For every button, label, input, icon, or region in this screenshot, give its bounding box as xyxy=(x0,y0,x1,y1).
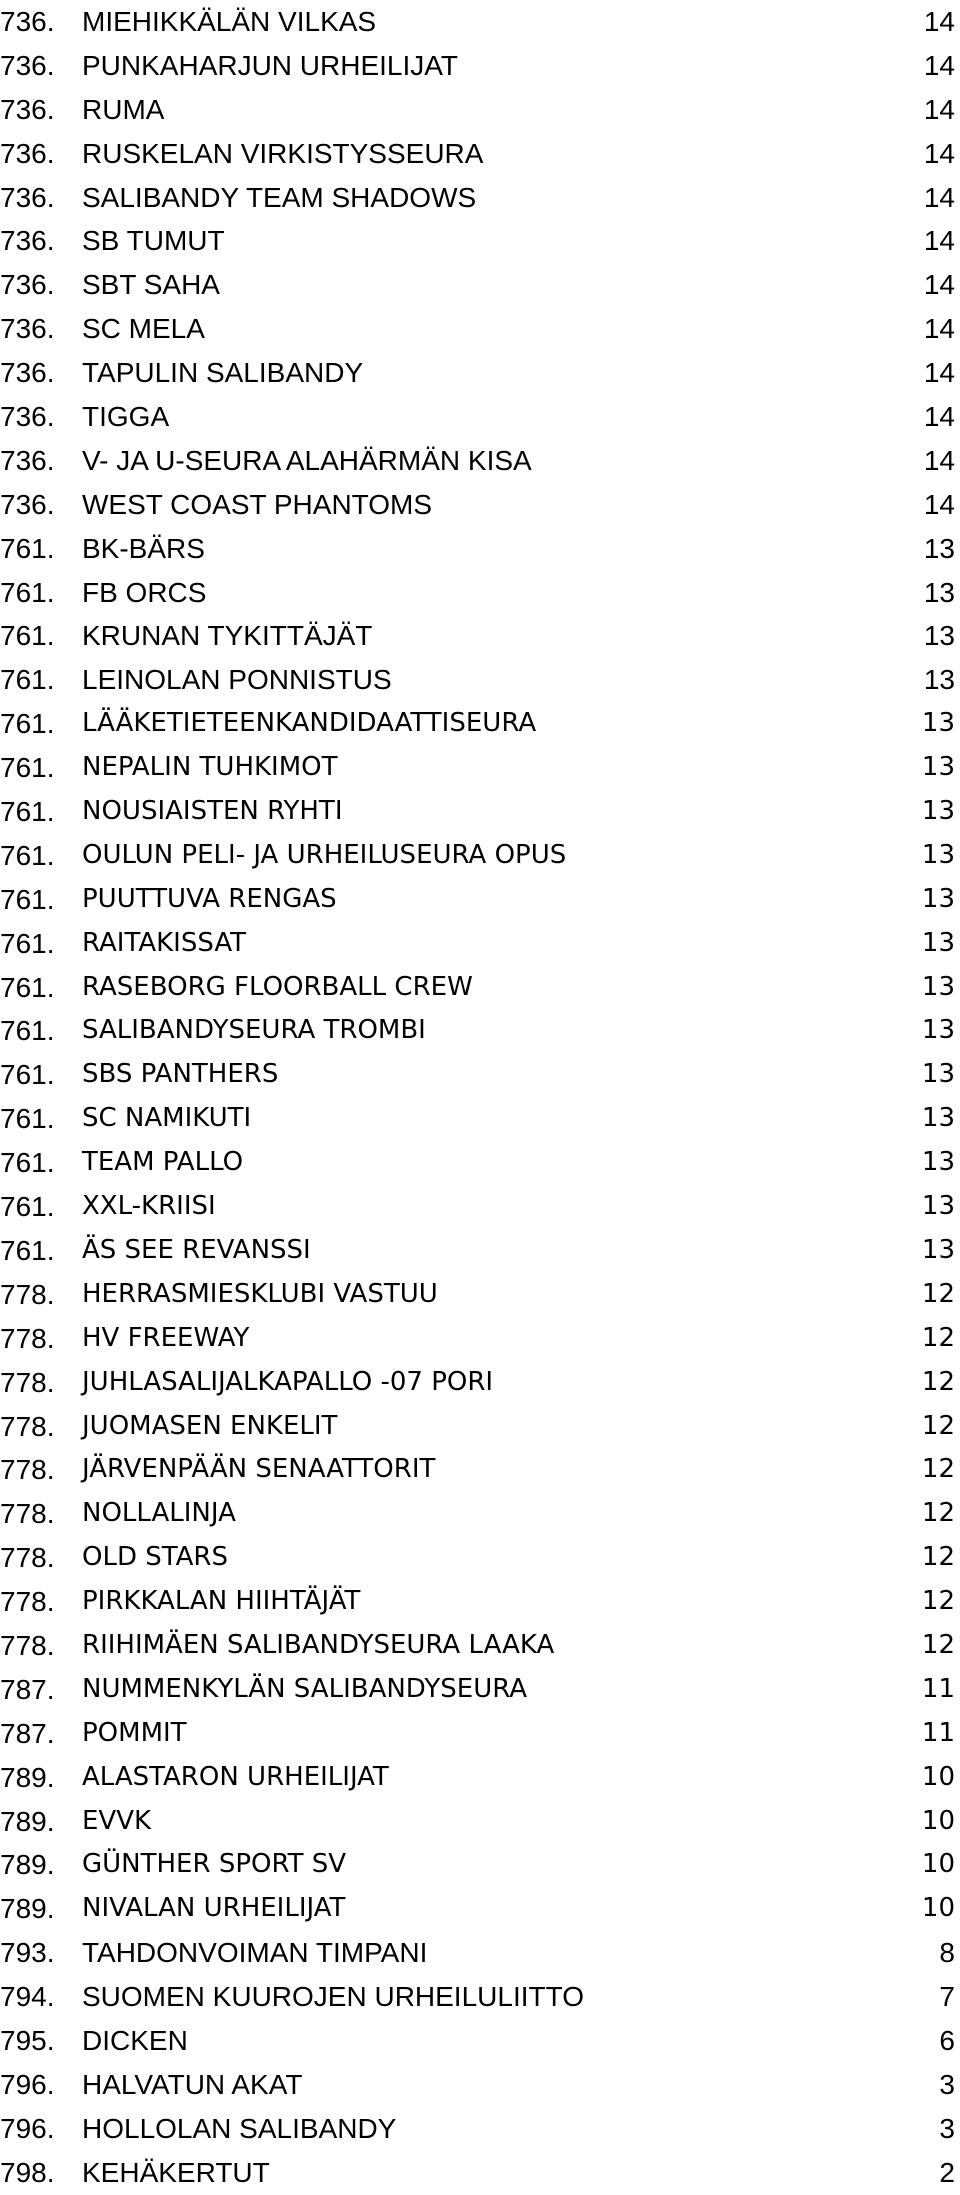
team-name-cell: EVVK xyxy=(82,1805,152,1836)
rank-cell: 789. xyxy=(0,1761,55,1793)
points-cell: 13 xyxy=(921,1015,955,1046)
rank-cell: 787. xyxy=(0,1673,55,1705)
table-row xyxy=(0,1975,960,2019)
team-name-cell: NUMMENKYLÄN SALIBANDYSEURA xyxy=(82,1673,528,1704)
team-name-cell: LÄÄKETIETEENKANDIDAATTISEURA xyxy=(82,708,537,739)
team-name-cell: PUUTTUVA RENGAS xyxy=(82,883,337,914)
team-name-cell: HV FREEWAY xyxy=(82,1322,250,1353)
team-name-cell: TAHDONVOIMAN TIMPANI xyxy=(82,1937,428,1969)
table-row xyxy=(0,395,960,439)
table-row xyxy=(0,922,960,966)
team-name-cell: XXL-KRIISI xyxy=(82,1191,216,1222)
table-row xyxy=(0,1185,960,1229)
points-cell: 2 xyxy=(939,2156,955,2188)
rank-cell: 736. xyxy=(0,225,55,257)
team-name-cell: JUHLASALIJALKAPALLO -07 PORI xyxy=(82,1366,494,1397)
team-name-cell: NOLLALINJA xyxy=(82,1498,236,1529)
table-row xyxy=(0,746,960,790)
team-name-cell: JÄRVENPÄÄN SENAATTORIT xyxy=(82,1454,436,1485)
team-name-cell: RUSKELAN VIRKISTYSSEURA xyxy=(82,137,484,169)
points-cell: 13 xyxy=(921,708,955,739)
rank-cell: 761. xyxy=(0,620,55,652)
team-name-cell: MIEHIKKÄLÄN VILKAS xyxy=(82,6,377,37)
rank-cell: 778. xyxy=(0,1322,55,1354)
rank-cell: 794. xyxy=(0,1981,55,2013)
table-row xyxy=(0,351,960,395)
table-row xyxy=(0,44,960,88)
team-name-cell: HERRASMIESKLUBI VASTUU xyxy=(82,1278,438,1309)
team-name-cell: SBS PANTHERS xyxy=(82,1059,279,1090)
points-cell: 14 xyxy=(923,49,955,81)
team-name-cell: HALVATUN AKAT xyxy=(82,2068,303,2100)
team-name-cell: TEAM PALLO xyxy=(82,1147,244,1178)
points-cell: 8 xyxy=(939,1937,955,1969)
points-cell: 13 xyxy=(921,839,955,870)
rank-cell: 761. xyxy=(0,1191,55,1223)
team-name-cell: ÄS SEE REVANSSI xyxy=(82,1234,311,1265)
team-name-cell: GÜNTHER SPORT SV xyxy=(82,1849,347,1880)
team-name-cell: RAITAKISSAT xyxy=(82,927,246,958)
points-cell: 13 xyxy=(923,664,955,696)
team-name-cell: OULUN PELI- JA URHEILUSEURA OPUS xyxy=(82,839,567,870)
team-name-cell: ALASTARON URHEILIJAT xyxy=(82,1761,389,1792)
team-name-cell: POMMIT xyxy=(82,1717,187,1748)
points-cell: 13 xyxy=(921,1103,955,1134)
rank-cell: 736. xyxy=(0,444,55,476)
rank-cell: 778. xyxy=(0,1542,55,1574)
points-cell: 14 xyxy=(923,444,955,476)
team-name-cell: SC NAMIKUTI xyxy=(82,1103,252,1134)
points-cell: 12 xyxy=(921,1586,955,1617)
points-cell: 3 xyxy=(939,2068,955,2100)
table-row xyxy=(0,1668,960,1712)
team-name-cell: SUOMEN KUUROJEN URHEILULIITTO xyxy=(82,1981,584,2013)
table-row xyxy=(0,1931,960,1975)
rank-cell: 778. xyxy=(0,1629,55,1661)
table-row xyxy=(0,219,960,263)
table-row xyxy=(0,614,960,658)
points-cell: 14 xyxy=(923,313,955,345)
team-name-cell: BK-BÄRS xyxy=(82,532,205,564)
team-name-cell: PIRKKALAN HIIHTÄJÄT xyxy=(82,1586,361,1617)
team-name-cell: NOUSIAISTEN RYHTI xyxy=(82,796,343,827)
table-row xyxy=(0,1887,960,1931)
rank-cell: 761. xyxy=(0,1147,55,1179)
team-name-cell: SALIBANDY TEAM SHADOWS xyxy=(82,181,477,213)
table-row xyxy=(0,966,960,1010)
team-name-cell: HOLLOLAN SALIBANDY xyxy=(82,2112,397,2144)
rank-cell: 761. xyxy=(0,971,55,1003)
rank-cell: 736. xyxy=(0,401,55,433)
rank-cell: 736. xyxy=(0,181,55,213)
table-row xyxy=(0,1229,960,1273)
team-name-cell: RIIHIMÄEN SALIBANDYSEURA LAAKA xyxy=(82,1629,555,1660)
rank-cell: 795. xyxy=(0,2024,55,2056)
team-name-cell: RUMA xyxy=(82,93,165,125)
rank-cell: 789. xyxy=(0,1893,55,1925)
points-cell: 14 xyxy=(923,137,955,169)
points-cell: 13 xyxy=(921,883,955,914)
table-row xyxy=(0,1009,960,1053)
table-row xyxy=(0,483,960,527)
team-name-cell: V- JA U-SEURA ALAHÄRMÄN KISA xyxy=(82,444,532,476)
table-row xyxy=(0,658,960,702)
points-cell: 3 xyxy=(939,2112,955,2144)
table-row xyxy=(0,1141,960,1185)
points-cell: 14 xyxy=(923,6,955,37)
team-name-cell: SBT SAHA xyxy=(82,269,220,301)
table-row xyxy=(0,1843,960,1887)
rank-cell: 761. xyxy=(0,883,55,915)
rank-cell: 796. xyxy=(0,2068,55,2100)
points-cell: 6 xyxy=(939,2024,955,2056)
team-name-cell: SB TUMUT xyxy=(82,225,225,257)
team-name-cell: DICKEN xyxy=(82,2024,188,2056)
rank-cell: 761. xyxy=(0,1015,55,1047)
rank-cell: 761. xyxy=(0,576,55,608)
table-row xyxy=(0,1756,960,1800)
rank-cell: 736. xyxy=(0,6,55,37)
table-row xyxy=(0,1097,960,1141)
rank-cell: 778. xyxy=(0,1410,55,1442)
team-name-cell: SALIBANDYSEURA TROMBI xyxy=(82,1015,426,1046)
points-cell: 14 xyxy=(923,401,955,433)
table-row xyxy=(0,176,960,220)
rank-cell: 736. xyxy=(0,313,55,345)
rank-cell: 778. xyxy=(0,1586,55,1618)
points-cell: 13 xyxy=(921,752,955,783)
points-cell: 11 xyxy=(921,1717,955,1748)
points-cell: 13 xyxy=(921,1059,955,1090)
table-row xyxy=(0,1053,960,1097)
rank-cell: 761. xyxy=(0,708,55,740)
team-name-cell: TIGGA xyxy=(82,401,170,433)
points-cell: 12 xyxy=(921,1366,955,1397)
rank-cell: 761. xyxy=(0,752,55,784)
points-cell: 12 xyxy=(921,1410,955,1441)
points-cell: 14 xyxy=(923,488,955,520)
points-cell: 12 xyxy=(921,1278,955,1309)
points-cell: 14 xyxy=(923,357,955,389)
table-row xyxy=(0,1624,960,1668)
points-cell: 13 xyxy=(921,796,955,827)
team-name-cell: NIVALAN URHEILIJAT xyxy=(82,1893,346,1924)
rank-cell: 761. xyxy=(0,839,55,871)
rank-cell: 761. xyxy=(0,1234,55,1266)
rank-cell: 789. xyxy=(0,1805,55,1837)
rank-cell: 736. xyxy=(0,269,55,301)
points-cell: 14 xyxy=(923,269,955,301)
rank-cell: 761. xyxy=(0,927,55,959)
table-row xyxy=(0,1492,960,1536)
points-cell: 13 xyxy=(923,532,955,564)
table-row xyxy=(0,2063,960,2107)
table-row xyxy=(0,878,960,922)
rank-cell: 778. xyxy=(0,1278,55,1310)
points-cell: 13 xyxy=(921,1234,955,1265)
table-row xyxy=(0,132,960,176)
team-name-cell: JUOMASEN ENKELIT xyxy=(82,1410,338,1441)
table-row xyxy=(0,2019,960,2063)
rank-cell: 761. xyxy=(0,796,55,828)
table-row xyxy=(0,702,960,746)
rank-cell: 736. xyxy=(0,93,55,125)
points-cell: 10 xyxy=(921,1805,955,1836)
team-name-cell: TAPULIN SALIBANDY xyxy=(82,357,364,389)
rank-cell: 793. xyxy=(0,1937,55,1969)
rank-cell: 736. xyxy=(0,137,55,169)
rank-cell: 778. xyxy=(0,1454,55,1486)
rank-cell: 761. xyxy=(0,532,55,564)
rank-cell: 789. xyxy=(0,1849,55,1881)
table-row xyxy=(0,1448,960,1492)
points-cell: 12 xyxy=(921,1629,955,1660)
table-row xyxy=(0,1361,960,1405)
team-name-cell: RASEBORG FLOORBALL CREW xyxy=(82,971,473,1002)
table-row xyxy=(0,1800,960,1844)
table-row xyxy=(0,1580,960,1624)
team-name-cell: FB ORCS xyxy=(82,576,207,608)
points-cell: 13 xyxy=(921,1147,955,1178)
points-cell: 12 xyxy=(921,1322,955,1353)
table-row xyxy=(0,307,960,351)
rank-cell: 778. xyxy=(0,1498,55,1530)
points-cell: 7 xyxy=(939,1981,955,2013)
points-cell: 10 xyxy=(921,1893,955,1924)
table-row xyxy=(0,1317,960,1361)
rank-cell: 761. xyxy=(0,1103,55,1135)
table-row xyxy=(0,834,960,878)
table-row xyxy=(0,263,960,307)
rank-cell: 787. xyxy=(0,1717,55,1749)
table-row xyxy=(0,1273,960,1317)
team-name-cell: SC MELA xyxy=(82,313,205,345)
table-row xyxy=(0,2107,960,2151)
points-cell: 13 xyxy=(921,971,955,1002)
team-name-cell: KRUNAN TYKITTÄJÄT xyxy=(82,620,373,652)
points-cell: 12 xyxy=(921,1542,955,1573)
table-row xyxy=(0,790,960,834)
table-row xyxy=(0,88,960,132)
points-cell: 12 xyxy=(921,1454,955,1485)
points-cell: 10 xyxy=(921,1849,955,1880)
team-name-cell: OLD STARS xyxy=(82,1542,228,1573)
points-cell: 13 xyxy=(923,620,955,652)
points-cell: 10 xyxy=(921,1761,955,1792)
points-cell: 12 xyxy=(921,1498,955,1529)
points-cell: 13 xyxy=(923,576,955,608)
table-row xyxy=(0,527,960,571)
team-name-cell: KEHÄKERTUT xyxy=(82,2156,270,2188)
table-row xyxy=(0,1405,960,1449)
rank-cell: 796. xyxy=(0,2112,55,2144)
points-cell: 11 xyxy=(921,1673,955,1704)
rank-cell: 736. xyxy=(0,49,55,81)
table-row xyxy=(0,571,960,615)
rank-cell: 798. xyxy=(0,2156,55,2188)
points-cell: 14 xyxy=(923,93,955,125)
points-cell: 13 xyxy=(921,1191,955,1222)
table-row xyxy=(0,439,960,483)
table-row xyxy=(0,1712,960,1756)
rank-cell: 736. xyxy=(0,488,55,520)
table-row xyxy=(0,0,960,44)
table-row xyxy=(0,1536,960,1580)
rank-cell: 761. xyxy=(0,664,55,696)
points-cell: 14 xyxy=(923,225,955,257)
team-name-cell: WEST COAST PHANTOMS xyxy=(82,488,433,520)
team-name-cell: LEINOLAN PONNISTUS xyxy=(82,664,392,696)
team-name-cell: PUNKAHARJUN URHEILIJAT xyxy=(82,49,458,81)
points-cell: 13 xyxy=(921,927,955,958)
rank-cell: 778. xyxy=(0,1366,55,1398)
rank-cell: 736. xyxy=(0,357,55,389)
team-name-cell: NEPALIN TUHKIMOT xyxy=(82,752,338,783)
points-cell: 14 xyxy=(923,181,955,213)
rank-cell: 761. xyxy=(0,1059,55,1091)
